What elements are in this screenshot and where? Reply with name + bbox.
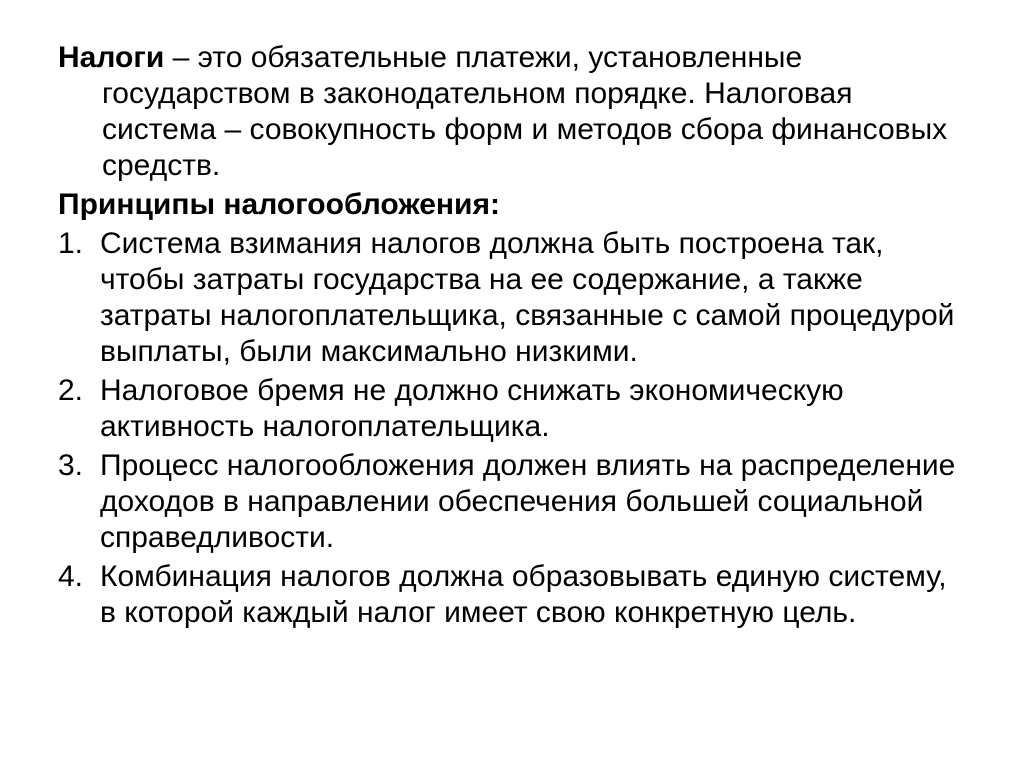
principle-item-1 [58, 226, 964, 370]
principle-number: 3. [58, 449, 84, 482]
principle-number: 4. [58, 560, 84, 593]
definition-text: – это обязательные платежи, установленные государством в законодательном порядке. Налоговая система – совокупность форм и методов сбора финансовых средств. [102, 41, 948, 182]
principle-text: Налоговое бремя не должно снижать экономическую активность налогоплательщика. [100, 374, 844, 443]
principle-number: 1. [58, 227, 84, 260]
principle-item-3 [58, 448, 964, 556]
definition-paragraph [58, 40, 964, 184]
principle-item-2 [58, 373, 964, 445]
principle-text: Процесс налогообложения должен влиять на распределение доходов в направлении обеспечения большей социальной справедливости. [100, 449, 956, 554]
principle-number: 2. [58, 374, 84, 407]
principle-item-4 [58, 559, 964, 631]
principles-heading: Принципы налогообложения: [58, 188, 500, 221]
definition-term: Налоги [58, 41, 165, 74]
principle-text: Комбинация налогов должна образовывать единую систему, в которой каждый налог имеет свою конкретную цель. [100, 560, 947, 629]
principle-text: Система взимания налогов должна быть построена так, чтобы затраты государства на ее содержание, а также затраты налогоплательщика, связанные с самой процедурой выплаты, были максимально низкими. [100, 227, 955, 368]
